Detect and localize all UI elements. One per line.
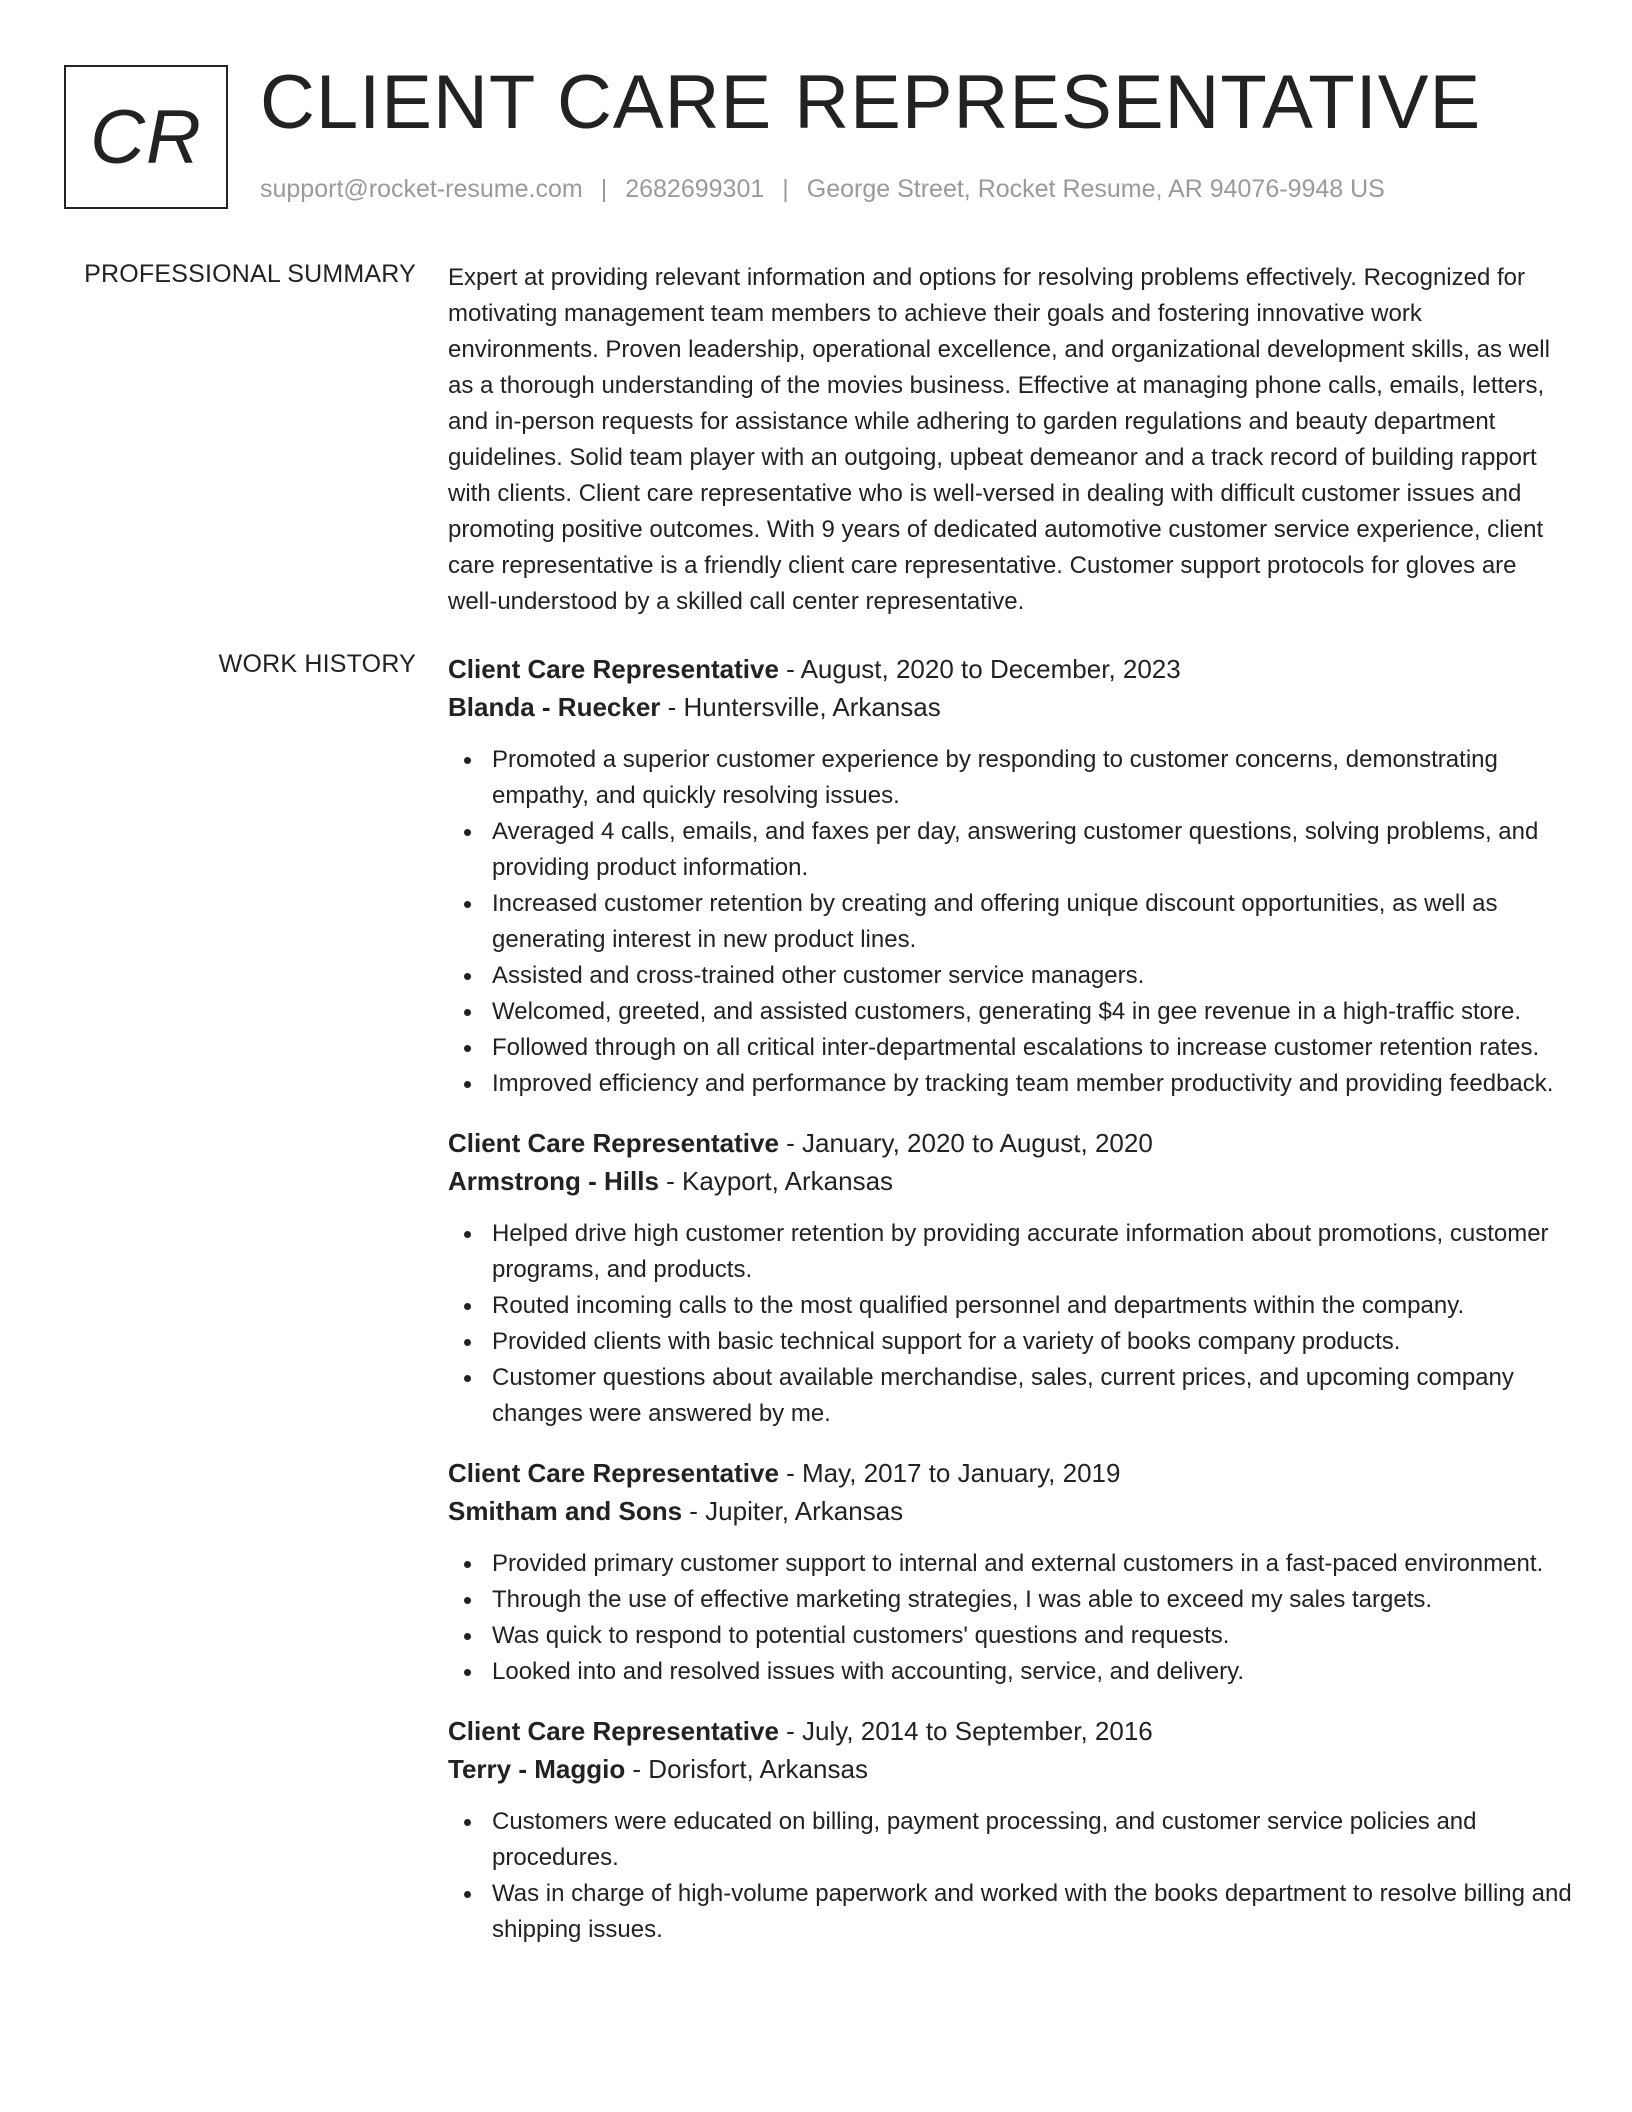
job-bullet: Looked into and resolved issues with accounting, service, and delivery. <box>448 1654 1572 1690</box>
job-dates: - January, 2020 to August, 2020 <box>778 1128 1153 1158</box>
job-bullet-list <box>448 1804 1572 1948</box>
candidate-name: CLIENT CARE REPRESENTATIVE <box>260 60 1482 145</box>
job-list <box>448 650 1572 1970</box>
monogram-badge: CR <box>64 65 228 209</box>
resume-header <box>64 60 1564 211</box>
job-location: - Kayport, Arkansas <box>658 1166 894 1196</box>
job-bullet: Helped drive high customer retention by providing accurate information about promotions, customer programs, and products. <box>448 1216 1572 1288</box>
job-location: - Dorisfort, Arkansas <box>625 1754 868 1784</box>
job-bullet: Routed incoming calls to the most qualified personnel and departments within the company. <box>448 1288 1572 1324</box>
job-title-line <box>448 650 1572 688</box>
job-title: Client Care Representative <box>448 1716 779 1746</box>
summary-text: Expert at providing relevant information and options for resolving problems effectively. Recognized for motivating management team members to achieve their goals and fostering innovative work environments. Proven leadership, operational excellence, and organizational development skills, as well as a thorough understanding of the movies business. Effective at managing phone calls, emails, letters, and in-person requests for assistance while adhering to garden regulations and beauty department guidelines. Solid team player with an outgoing, upbeat demeanor and a track record of building rapport with clients. Client care representative who is well-versed in dealing with difficult customer issues and promoting positive outcomes. With 9 years of dedicated automotive customer service experience, client care representative is a friendly client care representative. Customer support protocols for gloves are well-understood by a skilled call center representative. <box>448 264 1550 615</box>
job-bullet: Averaged 4 calls, emails, and faxes per day, answering customer questions, solving problems, and providing product information. <box>448 814 1572 886</box>
job-entry <box>448 650 1572 1102</box>
job-bullet: Customers were educated on billing, payment processing, and customer service policies and procedures. <box>448 1804 1572 1876</box>
job-bullet: Provided primary customer support to internal and external customers in a fast-paced environment. <box>448 1546 1572 1582</box>
job-title-line <box>448 1712 1572 1750</box>
job-company-line <box>448 1162 1572 1200</box>
job-bullet: Customer questions about available merchandise, sales, current prices, and upcoming company changes were answered by me. <box>448 1360 1572 1432</box>
job-bullet: Welcomed, greeted, and assisted customers, generating $4 in gee revenue in a high-traffic store. <box>448 994 1572 1030</box>
job-company-line <box>448 1492 1572 1530</box>
job-bullet: Improved efficiency and performance by tracking team member productivity and providing feedback. <box>448 1066 1572 1102</box>
job-entry <box>448 1712 1572 1948</box>
job-bullet: Was quick to respond to potential customers' questions and requests. <box>448 1618 1572 1654</box>
job-company-line <box>448 1750 1572 1788</box>
job-company: Smitham and Sons <box>448 1496 683 1526</box>
job-company: Armstrong - Hills <box>448 1166 659 1196</box>
job-company: Terry - Maggio <box>448 1754 626 1784</box>
contact-phone[interactable]: 2682699301 <box>625 175 765 203</box>
job-bullet: Was in charge of high-volume paperwork and worked with the books department to resolve billing and shipping issues. <box>448 1876 1572 1948</box>
job-bullet-list <box>448 742 1572 1102</box>
job-bullet-list <box>448 1546 1572 1690</box>
job-entry <box>448 1124 1572 1432</box>
section-label-work-history: WORK HISTORY <box>218 650 416 678</box>
job-title-line <box>448 1454 1572 1492</box>
job-bullet: Assisted and cross-trained other customer service managers. <box>448 958 1572 994</box>
job-company: Blanda - Ruecker <box>448 692 661 722</box>
contact-email[interactable]: support@rocket-resume.com <box>260 175 583 203</box>
contact-separator: | <box>782 175 789 203</box>
job-title-line <box>448 1124 1572 1162</box>
section-label-summary: PROFESSIONAL SUMMARY <box>84 260 416 288</box>
contact-address: George Street, Rocket Resume, AR 94076-9948 US <box>806 175 1385 203</box>
job-location: - Jupiter, Arkansas <box>682 1496 904 1526</box>
job-title: Client Care Representative <box>448 654 779 684</box>
job-bullet: Provided clients with basic technical support for a variety of books company products. <box>448 1324 1572 1360</box>
contact-line <box>260 175 1385 204</box>
job-bullet: Through the use of effective marketing strategies, I was able to exceed my sales targets. <box>448 1582 1572 1618</box>
job-bullet: Promoted a superior customer experience by responding to customer concerns, demonstrating empathy, and quickly resolving issues. <box>448 742 1572 814</box>
job-location: - Huntersville, Arkansas <box>660 692 941 722</box>
job-dates: - August, 2020 to December, 2023 <box>778 654 1181 684</box>
job-title: Client Care Representative <box>448 1128 779 1158</box>
job-dates: - May, 2017 to January, 2019 <box>778 1458 1121 1488</box>
job-company-line <box>448 688 1572 726</box>
job-bullet-list <box>448 1216 1572 1432</box>
job-bullet: Increased customer retention by creating and offering unique discount opportunities, as well as generating interest in new product lines. <box>448 886 1572 958</box>
job-title: Client Care Representative <box>448 1458 779 1488</box>
job-dates: - July, 2014 to September, 2016 <box>778 1716 1153 1746</box>
job-bullet: Followed through on all critical inter-departmental escalations to increase customer retention rates. <box>448 1030 1572 1066</box>
contact-separator: | <box>600 175 608 203</box>
job-entry <box>448 1454 1572 1690</box>
